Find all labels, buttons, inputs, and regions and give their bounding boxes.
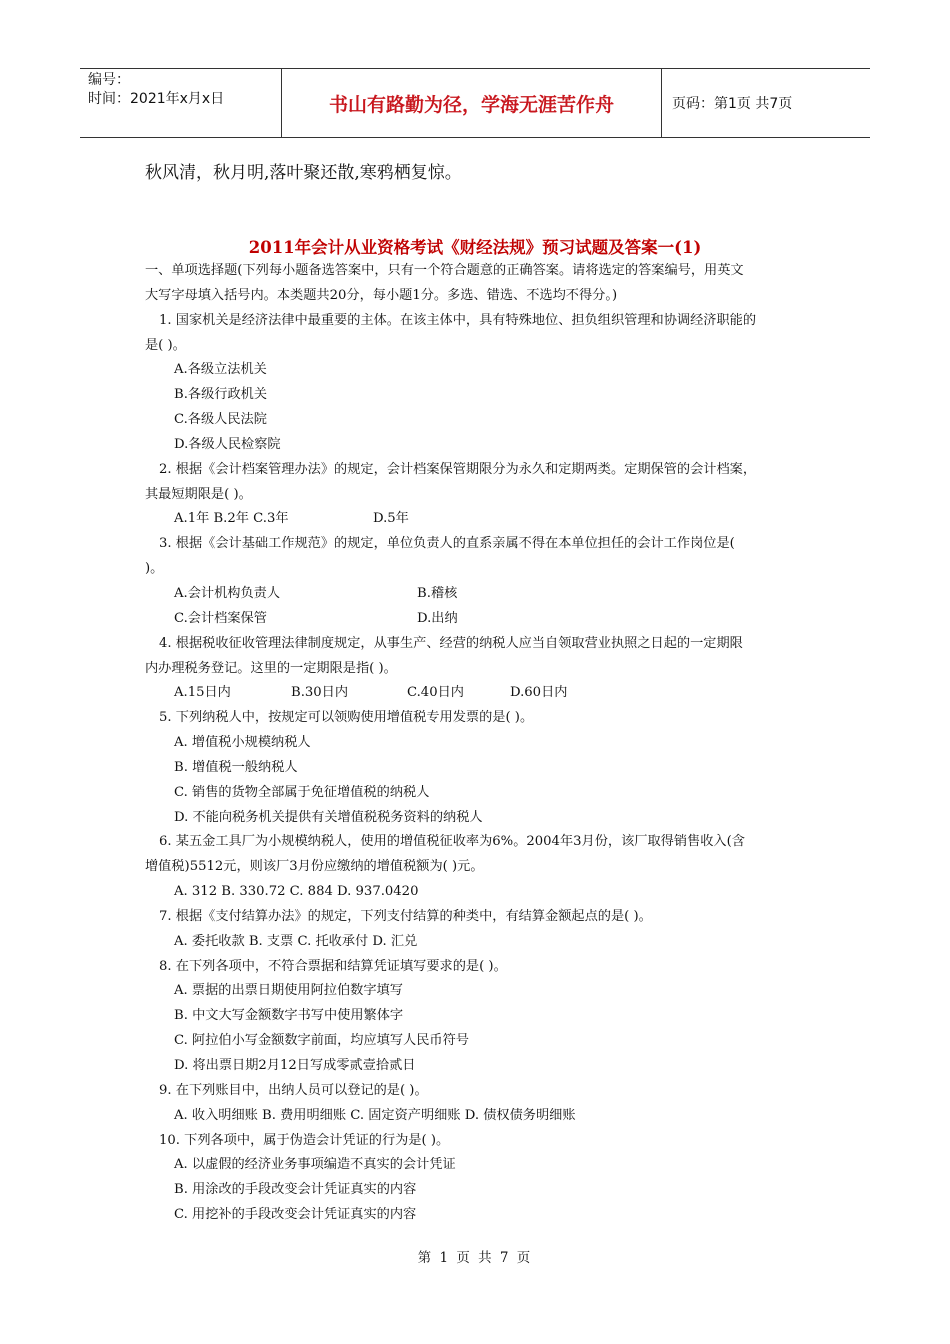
text-line: 2. 根据《会计档案管理办法》的规定，会计档案保管期限分为永久和定期两类。定期保管的会计档案，: [159, 461, 757, 477]
text-line: C. 用挖补的手段改变会计凭证真实的内容: [174, 1207, 417, 1223]
text-line: 一、单项选择题(下列每小题备选答案中，只有一个符合题意的正确答案。请将选定的答案编号，用英文: [145, 263, 744, 278]
text-line: C. 阿拉伯小写金额数字前面，均应填写人民币符号: [174, 1033, 469, 1049]
text-line: 增值税)5512元，则该厂3月份应缴纳的增值税额为( )元。: [145, 859, 484, 875]
text-line: A. 增值税小规模纳税人: [174, 735, 311, 751]
option-text: B.30日内: [291, 685, 349, 701]
text-line: 9. 在下列账目中，出纳人员可以登记的是( )。: [159, 1082, 428, 1098]
text-line: B. 增值税一般纳税人: [174, 759, 298, 775]
document-title: 2011年会计从业资格考试《财经法规》预习试题及答案一(1): [248, 238, 702, 257]
text-line: D. 将出票日期2月12日写成零贰壹拾贰日: [174, 1058, 416, 1073]
text-line: A.各级立法机关: [174, 362, 267, 378]
text-line: 8. 在下列各项中，不符合票据和结算凭证填写要求的是( )。: [159, 958, 507, 974]
text-line: 10. 下列各项中，属于伪造会计凭证的行为是( )。: [159, 1132, 450, 1148]
page-header: [80, 68, 870, 138]
option-text: A.会计机构负责人: [174, 585, 281, 601]
text-line: [145, 607, 813, 632]
page-footer: 第 1 页 共 7 页: [417, 1250, 533, 1266]
header-motto: 书山有路勤为径，学海无涯苦作舟: [282, 69, 662, 137]
text-line: 5. 下列纳税人中，按规定可以领购使用增值税专用发票的是( )。: [159, 710, 534, 726]
text-line: 3. 根据《会计基础工作规范》的规定，单位负责人的直系亲属不得在本单位担任的会计工作岗位是(: [159, 536, 735, 552]
header-meta: [80, 69, 282, 137]
option-text: C.40日内: [407, 685, 464, 701]
text-line: [145, 507, 813, 532]
question-body: [145, 259, 813, 1228]
text-line: C. 销售的货物全部属于免征增值税的纳税人: [174, 784, 430, 800]
option-text: C.会计档案保管: [174, 610, 267, 626]
time-label: 时间：2021年x月x日: [88, 91, 225, 107]
text-line: A. 312 B. 330.72 C. 884 D. 937.0420: [174, 884, 419, 900]
option-text: D.出纳: [417, 610, 458, 626]
text-line: 是( )。: [145, 337, 186, 353]
text-line: D.各级人民检察院: [174, 436, 281, 452]
text-line: A. 以虚假的经济业务事项编造不真实的会计凭证: [174, 1157, 456, 1173]
text-line: C.各级人民法院: [174, 412, 267, 428]
header-page-info: 页码：第1页 共7页: [672, 96, 793, 112]
text-line: 内办理税务登记。这里的一定期限是指( )。: [145, 660, 397, 676]
number-label: 编号：: [88, 72, 130, 88]
text-line: A. 委托收款 B. 支票 C. 托收承付 D. 汇兑: [174, 933, 418, 949]
text-line: )。: [145, 561, 164, 577]
option-text: A.15日内: [174, 685, 231, 701]
text-line: B. 用涂改的手段改变会计凭证真实的内容: [174, 1182, 417, 1198]
option-text: A.1年 B.2年 C.3年: [174, 511, 289, 527]
text-line: [145, 582, 813, 607]
text-line: 6. 某五金工具厂为小规模纳税人，使用的增值税征收率为6%。2004年3月份，该厂取得销售收入(含: [159, 834, 745, 850]
text-line: B. 中文大写金额数字书写中使用繁体字: [174, 1008, 404, 1024]
text-line: [145, 681, 813, 706]
text-line: A. 收入明细账 B. 费用明细账 C. 固定资产明细账 D. 债权债务明细账: [174, 1107, 576, 1123]
option-text: D.60日内: [510, 685, 568, 701]
text-line: 大写字母填入括号内。本类题共20分，每小题1分。多选、错选、不选均不得分。): [145, 287, 618, 303]
option-text: B.稽核: [417, 585, 458, 601]
text-line: 其最短期限是( )。: [145, 486, 252, 502]
text-line: A. 票据的出票日期使用阿拉伯数字填写: [174, 983, 403, 999]
text-line: 1. 国家机关是经济法律中最重要的主体。在该主体中，具有特殊地位、担负组织管理和协调经济职能的: [159, 312, 757, 328]
text-line: D. 不能向税务机关提供有关增值税税务资料的纳税人: [174, 809, 483, 825]
text-line: 4. 根据税收征收管理法律制度规定，从事生产、经营的纳税人应当自领取营业执照之日起的一定期限: [159, 635, 743, 651]
text-line: 7. 根据《支付结算办法》的规定，下列支付结算的种类中，有结算金额起点的是( )。: [159, 908, 652, 924]
option-text: D.5年: [373, 511, 409, 527]
poem-line: 秋风清，秋月明,落叶聚还散,寒鸦栖复惊。: [145, 163, 462, 183]
text-line: B.各级行政机关: [174, 387, 268, 403]
